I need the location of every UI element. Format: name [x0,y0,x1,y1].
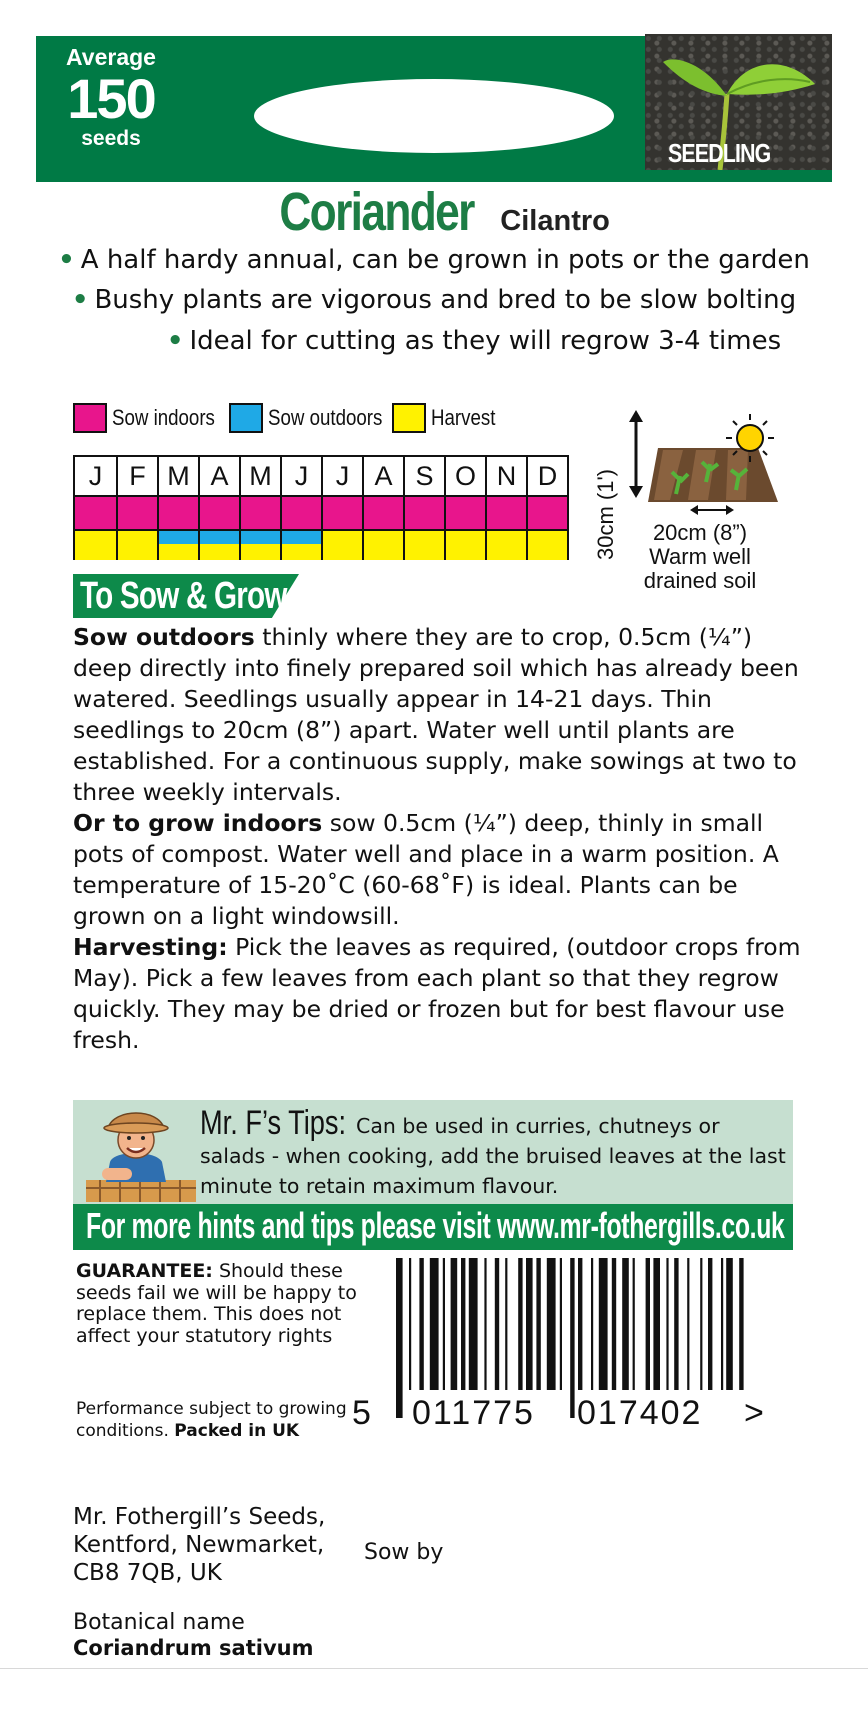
indoors-label: Or to grow indoors [73,809,323,837]
barcode-bar [443,1258,445,1390]
calendar-cell-harvest [444,529,485,560]
calendar-cell-harvest [403,529,444,560]
calendar-month-5: J [280,457,321,495]
barcode-bar [653,1258,660,1390]
feature-bullet: • Bushy plants are vigorous and bred to be slow bolting [71,285,797,315]
barcode-bar [633,1258,635,1390]
sow-by-label: Sow by [364,1540,444,1565]
calendar-cell-sow-indoors [526,497,567,529]
calendar-cell-sow-indoors [75,497,116,529]
growing-info-text [620,521,780,593]
tips-body: Can be used in curries, chutneys or salads - when cooking, add the bruised leaves at the last minute to retain maximum flavour. [200,1114,786,1198]
barcode-bar [599,1258,608,1390]
seed-count [36,36,186,182]
soil-rows-icon [648,448,778,502]
barcode-bar [469,1258,478,1390]
seed-count-number: 150 [67,67,155,130]
barcode-bar [700,1258,702,1390]
blank-label-oval [254,79,614,153]
instructions-harvest [73,932,803,1056]
barcode-bar [570,1258,574,1418]
sowing-calendar [73,455,569,560]
guarantee-text [76,1261,376,1347]
height-arrow-icon [629,410,643,498]
packed-in: Packed in UK [174,1421,300,1441]
company-address [73,1503,325,1587]
barcode-bar [461,1258,465,1390]
barcode-bar [526,1258,533,1390]
outdoors-text: thinly where they are to crop, 0.5cm (¼”) deep directly into finely prepared soil which has already been watered. Seedlings usually appear in 14-21 days. Thin seedlings to 20cm (8”) apart. Water well until plants are established. For a continuous supply, make sowings at two to three weekly intervals. [73,623,799,806]
barcode-bar [578,1258,582,1390]
sow-grow-heading: To Sow & Grow [80,575,287,617]
indoors-text: sow 0.5cm (¼”) deep, thinly in small pots of compost. Water well and place in a warm position. A temperature of 15-20˚C (60-68˚F) is ideal. Plants can be grown on a light windowsill. [73,809,779,930]
photo-caption: SEEDLING [668,138,771,168]
outdoors-label: Sow outdoors [73,623,255,651]
feature-bullet: • Ideal for cutting as they will regrow 3-4 times [166,326,782,356]
product-name: Coriander [279,182,474,242]
calendar-cell-sow-indoors [198,497,239,529]
calendar-cell-sow-indoors [280,497,321,529]
barcode-bar [536,1258,540,1390]
address-line: Kentford, Newmarket, [73,1532,325,1558]
barcode-bar [666,1258,668,1390]
barcode-left-digits: 011775 [412,1394,535,1432]
calendar-cell-sow-indoors [116,497,157,529]
product-alt-name: Cilantro [500,205,610,237]
legend-label-sow-outdoors: Sow outdoors [268,405,383,430]
calendar-cell-sow-indoors [403,497,444,529]
calendar-cell-sow-indoors [362,497,403,529]
address-line: Mr. Fothergill’s Seeds, [73,1504,326,1530]
barcode-end-mark: > [744,1394,764,1432]
website-banner-text[interactable]: For more hints and tips please visit www.mr-fothergills.co.uk [86,1205,785,1246]
barcode-bar [739,1258,743,1390]
calendar-cell-sow-outdoors [282,531,321,544]
calendar-cell-harvest [485,529,526,560]
barcode-bar [708,1258,712,1390]
calendar-cell-sow-outdoors [241,531,280,544]
calendar-month-10: N [485,457,526,495]
calendar-month-11: D [526,457,567,495]
calendar-month-7: A [362,457,403,495]
calendar-month-6: J [321,457,362,495]
mr-f-mascot-icon [86,1102,196,1202]
soil-label-1: Warm well [649,544,751,569]
barcode-bar [646,1258,650,1390]
legend-swatch-sow-outdoors [229,403,263,433]
instructions-indoors [73,808,803,932]
barcode-bar [484,1258,486,1390]
calendar-cell-sow-indoors [444,497,485,529]
calendar-month-2: M [157,457,198,495]
barcode-bar [430,1258,439,1390]
spacing-arrow-icon [690,505,734,515]
calendar-cell-sow-outdoors [200,531,239,544]
legend-label-harvest: Harvest [431,405,496,430]
harvest-label: Harvesting: [73,933,228,961]
calendar-cell-harvest [75,529,116,560]
barcode-bar [612,1258,616,1390]
growing-instructions [73,622,803,1056]
barcode-bar [622,1258,629,1390]
calendar-cell-sow-indoors [239,497,280,529]
seed-count-prefix: Average [66,44,156,70]
calendar-month-1: F [116,457,157,495]
calendar-cell-sow-indoors [485,497,526,529]
botanical-label: Botanical name [73,1610,245,1635]
calendar-cell-harvest [116,529,157,560]
barcode-bar [721,1258,723,1390]
barcode-bar [518,1258,522,1390]
barcode-bar [419,1258,423,1390]
address-line: CB8 7QB, UK [73,1560,222,1586]
calendar-month-9: O [444,457,485,495]
legend-swatch-harvest [392,403,426,433]
barcode-bar [591,1258,593,1390]
soil-label-2: drained soil [643,568,757,593]
barcode [352,1258,764,1432]
barcode-bar [409,1258,411,1390]
calendar-cell-harvest [321,529,362,560]
barcode-first-digit: 5 [352,1394,371,1432]
seed-count-suffix: seeds [81,127,141,150]
tips-heading: Mr. F’s Tips: [200,1104,347,1142]
calendar-month-8: S [403,457,444,495]
feature-text: A half hardy annual, can be grown in pots or the garden [80,245,810,275]
feature-text: Bushy plants are vigorous and bred to be slow bolting [94,285,797,315]
spacing-label: 20cm (8”) [652,520,748,545]
calendar-cell-harvest [526,529,567,560]
performance-text: Performance subject to growing conditions. [76,1399,347,1441]
instructions-outdoors [73,622,803,808]
feature-text: Ideal for cutting as they will regrow 3-4 times [189,326,782,356]
guarantee-label: GUARANTEE: [76,1260,213,1282]
barcode-right-digits: 017402 [577,1394,703,1432]
guarantee-body: Should these seeds fail we will be happy to replace them. This does not affect your statutory rights [76,1260,357,1347]
height-label: 30cm (1') [593,469,618,560]
calendar-month-3: A [198,457,239,495]
barcode-bar [726,1258,733,1390]
barcode-bar [495,1258,499,1390]
barcode-bar [674,1258,678,1390]
calendar-cell-sow-indoors [157,497,198,529]
product-title [0,181,868,243]
calendar-cell-sow-outdoors [159,531,198,544]
calendar-cell-harvest [362,529,403,560]
harvest-text: Pick the leaves as required, (outdoor crops from May). Pick a few leaves from each plant so that they regrow quickly. They may be dried or frozen but for best flavour use fresh. [73,933,801,1054]
legend-swatch-sow-indoors [73,403,107,433]
barcode-bar [687,1258,689,1390]
barcode-bar [560,1258,562,1390]
barcode-bar [547,1258,556,1390]
calendar-month-0: J [88,461,103,491]
calendar-month-4: M [239,457,280,495]
legend-label-sow-indoors: Sow indoors [112,405,215,430]
calendar-cell-sow-indoors [321,497,362,529]
performance-note [76,1398,366,1442]
barcode-bar [451,1258,458,1390]
bottom-divider [0,1668,868,1669]
botanical-name: Coriandrum sativum [73,1636,314,1660]
barcode-bar [396,1258,403,1418]
barcode-bar [505,1258,507,1390]
feature-bullet: • A half hardy annual, can be grown in pots or the garden [58,245,810,275]
